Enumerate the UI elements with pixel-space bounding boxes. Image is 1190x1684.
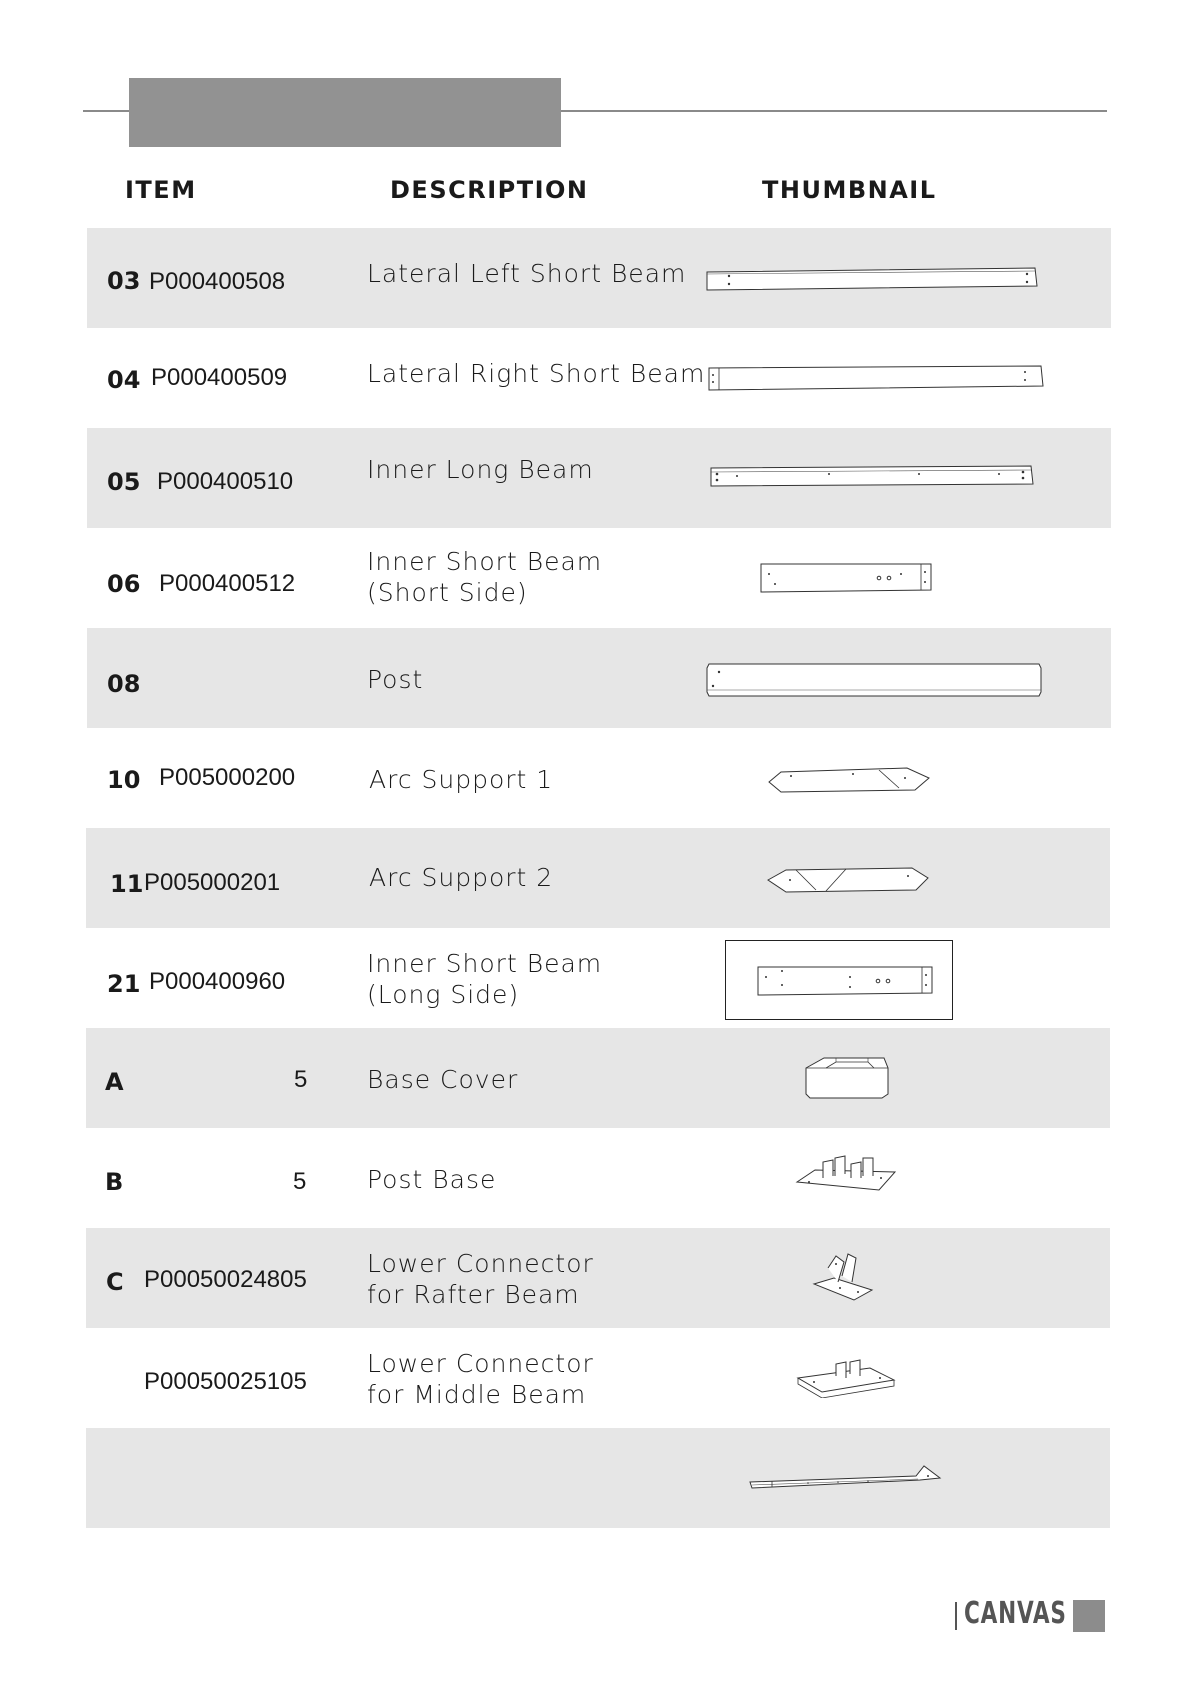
item-number: 08 [107, 670, 141, 698]
item-code: P005000200 [159, 764, 296, 791]
table-row [87, 928, 1111, 1028]
item-description: Inner Short Beam (Long Side) [367, 949, 603, 1009]
item-code: P000400508 [149, 268, 286, 295]
column-header-item: ITEM [125, 176, 197, 204]
table-row [87, 728, 1111, 828]
column-header-description: DESCRIPTION [390, 176, 589, 204]
table-row [86, 1228, 1110, 1328]
header-title-block [129, 78, 561, 147]
page-marker [1073, 1600, 1105, 1632]
item-number: 04 [107, 366, 141, 394]
item-description: Lower Connector for Middle Beam [367, 1349, 594, 1409]
table-row [86, 1328, 1110, 1428]
item-number: 06 [107, 570, 141, 598]
item-description: Post Base [367, 1165, 497, 1194]
item-description: Inner Long Beam [367, 455, 594, 484]
item-number: 03 [107, 267, 141, 295]
base-cover-thumbnail-icon [802, 1054, 892, 1102]
item-code: P005000201 [144, 869, 281, 896]
column-header-thumbnail: THUMBNAIL [762, 176, 937, 204]
item-code: P00050024805 [144, 1266, 307, 1293]
table-row [87, 228, 1111, 328]
item-number: B [105, 1168, 124, 1196]
beam-thumbnail-icon [707, 362, 1047, 394]
long-beam-thumbnail-icon [709, 464, 1039, 490]
item-code: P000400510 [157, 468, 294, 495]
item-number: 05 [107, 468, 141, 496]
item-code: P000400509 [151, 364, 288, 391]
item-description: Post [367, 665, 424, 694]
arc-support-thumbnail-icon [767, 764, 931, 794]
item-number: 11 [110, 870, 144, 898]
item-number: A [105, 1068, 124, 1096]
arc-support-thumbnail-icon [766, 864, 930, 894]
table-row [87, 628, 1111, 728]
item-code: 5 [293, 1168, 307, 1195]
item-number: 10 [107, 766, 141, 794]
short-beam-thumbnail-icon [725, 940, 953, 1020]
rail-thumbnail-icon [748, 1458, 944, 1492]
item-description: Arc Support 2 [369, 863, 554, 892]
connector-thumbnail-icon [794, 1356, 898, 1398]
item-code: P00050025105 [144, 1368, 307, 1395]
item-description: Lateral Right Short Beam [367, 359, 706, 388]
item-code: P000400960 [149, 968, 286, 995]
table-row [87, 328, 1111, 428]
table-row [86, 1428, 1110, 1528]
post-base-thumbnail-icon [793, 1148, 899, 1200]
item-description: Lateral Left Short Beam [367, 259, 687, 288]
table-row [87, 1128, 1111, 1228]
item-number: C [106, 1268, 124, 1296]
item-description: Base Cover [367, 1065, 519, 1094]
footer-divider [955, 1602, 957, 1630]
brand-logo: CANVAS [964, 1596, 1067, 1631]
table-row [86, 1028, 1110, 1128]
item-number: 21 [107, 970, 141, 998]
beam-thumbnail-icon [705, 264, 1045, 292]
item-code: 5 [294, 1066, 308, 1093]
item-description: Arc Support 1 [369, 765, 554, 794]
connector-thumbnail-icon [810, 1248, 876, 1304]
item-description: Lower Connector for Rafter Beam [367, 1249, 594, 1309]
table-row [87, 528, 1111, 628]
post-thumbnail-icon [705, 662, 1045, 698]
item-description: Inner Short Beam (Short Side) [367, 547, 603, 607]
short-beam-thumbnail-icon [759, 562, 939, 594]
table-row [87, 428, 1111, 528]
table-row [86, 828, 1110, 928]
item-code: P000400512 [159, 570, 296, 597]
